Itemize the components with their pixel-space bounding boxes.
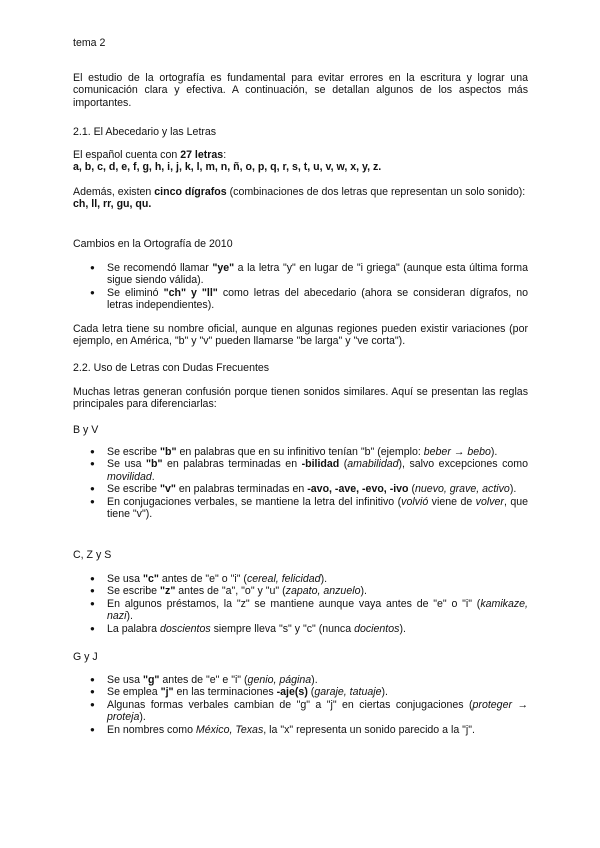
text-span: antes de "e" o "i" (	[158, 573, 247, 585]
text-span: ).	[360, 585, 367, 598]
text-span: Algunas formas verbales cambian de "g" a "j" en ciertas conjugaciones (	[107, 698, 473, 711]
changes-heading	[73, 238, 528, 250]
text-span: en palabras terminadas en	[175, 483, 308, 496]
text-span: Se eliminó	[107, 286, 164, 299]
text-span: ).	[509, 483, 517, 496]
text-span: amabilidad	[347, 458, 399, 471]
text-span: (	[339, 458, 348, 471]
text-span: Se escribe	[107, 446, 160, 458]
text-span: ).	[139, 711, 146, 724]
text-span: El español cuenta con	[73, 149, 181, 161]
text-span: ).	[311, 674, 318, 686]
text-span: en palabras que en su infinitivo tenían "b" (ejemplo:	[176, 446, 424, 458]
text-span: .	[151, 470, 155, 483]
text-span: doscientos	[160, 622, 211, 635]
text-span: La palabra	[107, 622, 161, 635]
text-span: movilidad	[107, 470, 152, 483]
text-span: ).	[320, 573, 328, 585]
changes-list	[73, 262, 528, 312]
gj-rules-list	[73, 674, 528, 736]
text-span: Se usa	[107, 674, 143, 686]
list-item	[73, 496, 528, 521]
text-span: , la "x" representa un sonido parecido a la "j".	[263, 723, 475, 736]
text-span: (	[307, 686, 315, 699]
text-span: ).	[490, 446, 498, 458]
czs-heading	[73, 549, 528, 561]
list-item	[73, 573, 528, 585]
list-item	[73, 674, 528, 686]
text-span: Se escribe	[107, 483, 160, 496]
text-span: B y V	[73, 424, 99, 436]
digraph-list: ch, ll, rr, gu, qu.	[73, 198, 152, 211]
text-span: "z"	[160, 585, 176, 598]
list-item	[73, 623, 528, 635]
text-span: en las terminaciones	[173, 686, 277, 699]
text-span: Se recomendó llamar	[107, 262, 213, 274]
text-span: -aje(s)	[276, 686, 308, 699]
text-span: Se emplea	[107, 686, 161, 699]
text-span: cereal, felicidad	[246, 573, 321, 585]
list-item	[73, 585, 528, 597]
text-span: En algunos préstamos, la "z" se mantiene aunque vaya antes de "e" o "i" (	[107, 597, 481, 610]
text-span: kamikaze, nazi	[107, 597, 528, 623]
text-span: En conjugaciones verbales, se mantiene la letra del infinitivo (	[107, 495, 402, 508]
text-span: volvió	[401, 495, 429, 508]
text-span: viene de	[428, 495, 476, 508]
text-span: volver	[475, 495, 504, 508]
text-span: Cada letra tiene su nombre oficial, aunque en algunas regiones pueden existir variaciones (por ejemplo, en América, "b" y "v" pueden llamarse "be larga" y "ve corta").	[73, 323, 528, 348]
list-item	[73, 598, 528, 623]
text-span: C, Z y S	[73, 549, 112, 561]
text-span: en palabras terminadas en	[162, 458, 302, 471]
digraphs-paragraph	[73, 186, 528, 211]
text-span: "c"	[142, 573, 159, 585]
text-span: genio, página	[247, 674, 312, 686]
text-span: docientos	[354, 622, 400, 635]
text-span: "v"	[160, 483, 176, 496]
text-span: antes de "e" e "i" (	[159, 674, 248, 686]
text-span: "ye"	[212, 262, 235, 274]
text-span: G y J	[73, 651, 98, 663]
page-header	[73, 37, 528, 49]
text-span: "b"	[146, 458, 163, 471]
text-span: (combinaciones de dos letras que representan un solo sonido):	[226, 186, 526, 198]
section-2-1-heading	[73, 126, 528, 138]
list-item	[73, 287, 528, 312]
text-span: :	[223, 149, 227, 161]
bv-rules-list	[73, 446, 528, 520]
section-2-2-intro	[73, 386, 528, 411]
list-item	[73, 686, 528, 698]
text-span: a la letra "y" en lugar de "i griega" (aunque esta última forma sigue siendo válida).	[107, 262, 528, 287]
text-span: Se escribe	[107, 585, 160, 598]
text-span: beber → bebo	[423, 446, 491, 458]
text-span: ).	[126, 610, 133, 623]
section-2-2-heading	[73, 362, 528, 374]
text-span: nuevo, grave, activo	[415, 483, 510, 496]
text-span: Se usa	[107, 573, 143, 585]
text-span: tema 2	[73, 37, 106, 49]
czs-rules-list	[73, 573, 528, 635]
text-span: Se usa	[107, 458, 147, 471]
text-span: 2.1. El Abecedario y las Letras	[73, 126, 217, 138]
intro-paragraph	[73, 72, 528, 109]
list-item	[73, 699, 528, 724]
text-span: antes de "a", "o" y "u" (	[175, 585, 286, 598]
names-note-paragraph	[73, 323, 528, 348]
bv-heading	[73, 424, 528, 436]
list-item	[73, 483, 528, 495]
text-span: -bilidad	[301, 458, 340, 471]
text-span: "b"	[160, 446, 177, 458]
text-span: como letras del abecedario (ahora se consideran dígrafos, no letras independientes).	[107, 286, 529, 312]
text-span: 2.2. Uso de Letras con Dudas Frecuentes	[73, 362, 270, 374]
text-span: ), salvo excepciones como	[398, 458, 528, 471]
text-span: , que tiene "v").	[107, 495, 528, 521]
text-span: cinco dígrafos	[154, 186, 227, 198]
text-span: En nombres como	[107, 723, 196, 736]
list-item	[73, 446, 528, 458]
gj-heading	[73, 651, 528, 663]
text-span: Además, existen	[73, 186, 155, 198]
text-span: siempre lleva "s" y "c" (nunca	[210, 622, 355, 635]
list-item	[73, 262, 528, 287]
text-span: -avo, -ave, -evo, -ivo	[307, 483, 409, 496]
text-span: México, Texas	[195, 723, 264, 736]
text-span: Cambios en la Ortografía de 2010	[73, 238, 233, 250]
list-item	[73, 724, 528, 736]
alphabet-letters: a, b, c, d, e, f, g, h, i, j, k, l, m, n, ñ, o, p, q, r, s, t, u, v, w, x, y, z.	[73, 161, 382, 174]
text-span: proteger → proteja	[107, 698, 528, 724]
list-item	[73, 458, 528, 483]
text-span: "ch" y "ll"	[163, 286, 218, 299]
text-span: "g"	[142, 674, 160, 686]
text-span: El estudio de la ortografía es fundamental para evitar errores en la escritura y lograr una comunicación clara y efectiva. A continuación, se detallan algunos de los aspectos más importantes.	[73, 72, 528, 109]
alphabet-paragraph	[73, 149, 528, 174]
text-span: zapato, anzuelo	[285, 585, 361, 598]
text-span: garaje, tatuaje	[314, 686, 382, 699]
text-span: (	[408, 483, 416, 496]
text-span: "j"	[160, 686, 174, 699]
text-span: ).	[399, 622, 406, 635]
text-span: Muchas letras generan confusión porque tienen sonidos similares. Aquí se presentan las reglas principales para diferenciarlas:	[73, 386, 528, 411]
text-span: 27 letras	[180, 149, 224, 161]
text-span: ).	[381, 686, 388, 699]
